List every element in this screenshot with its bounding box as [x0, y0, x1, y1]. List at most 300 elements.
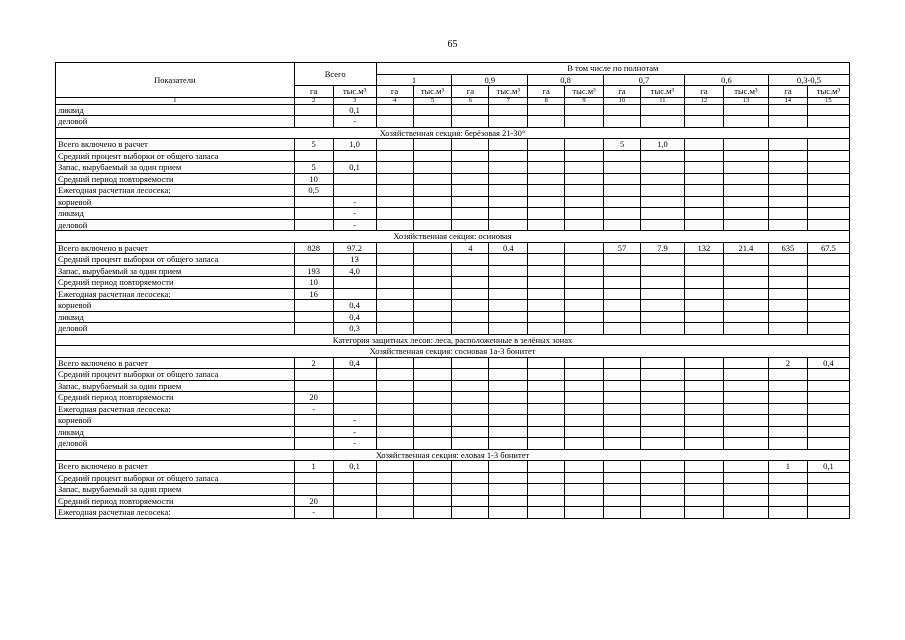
- table-cell: [413, 254, 452, 266]
- column-numbers-row: [56, 97, 850, 104]
- table-cell: [528, 426, 565, 438]
- table-cell: [640, 369, 684, 381]
- table-cell: [413, 277, 452, 289]
- row-label: Средний период повторяемости: [56, 277, 295, 289]
- table-cell: [768, 403, 807, 415]
- table-cell: [489, 484, 528, 496]
- table-row: [56, 173, 850, 185]
- table-cell: [376, 288, 413, 300]
- table-cell: [528, 104, 565, 116]
- table-cell: 828: [294, 242, 333, 254]
- header-by-density: В том числе по полнотам: [376, 63, 849, 75]
- table-cell: 10: [294, 173, 333, 185]
- table-cell: [294, 472, 333, 484]
- table-row: [56, 265, 850, 277]
- table-cell: 21.4: [723, 242, 768, 254]
- table-cell: [528, 139, 565, 151]
- table-cell: [768, 162, 807, 174]
- column-number: 6: [452, 97, 489, 104]
- table-cell: [452, 173, 489, 185]
- table-cell: [528, 461, 565, 473]
- table-cell: [528, 507, 565, 519]
- table-cell: [452, 461, 489, 473]
- table-cell: [294, 150, 333, 162]
- table-cell: [807, 104, 849, 116]
- table-cell: [333, 369, 376, 381]
- table-cell: [565, 265, 604, 277]
- table-cell: -: [333, 208, 376, 220]
- table-cell: [768, 277, 807, 289]
- table-cell: [723, 403, 768, 415]
- table-cell: [768, 426, 807, 438]
- table-cell: -: [294, 507, 333, 519]
- table-cell: [640, 300, 684, 312]
- row-label: ликвид: [56, 104, 295, 116]
- row-label: Средний процент выборки от общего запаса: [56, 254, 295, 266]
- table-cell: [413, 507, 452, 519]
- table-cell: [768, 415, 807, 427]
- table-cell: [489, 173, 528, 185]
- table-cell: [294, 484, 333, 496]
- table-row: [56, 196, 850, 208]
- table-cell: [452, 484, 489, 496]
- table-cell: [565, 277, 604, 289]
- table-cell: [294, 426, 333, 438]
- table-cell: [723, 150, 768, 162]
- table-cell: [768, 185, 807, 197]
- table-cell: [604, 461, 641, 473]
- table-row: [56, 139, 850, 151]
- table-cell: [640, 288, 684, 300]
- column-number: 1: [56, 97, 295, 104]
- table-cell: [768, 507, 807, 519]
- table-cell: [807, 162, 849, 174]
- table-cell: [489, 495, 528, 507]
- table-cell: [604, 208, 641, 220]
- table-cell: [413, 426, 452, 438]
- table-cell: 2: [768, 357, 807, 369]
- table-cell: [807, 426, 849, 438]
- row-label: Запас, вырубаемый за один прием: [56, 162, 295, 174]
- table-cell: [294, 380, 333, 392]
- table-row: [56, 369, 850, 381]
- table-cell: [528, 162, 565, 174]
- table-cell: [565, 507, 604, 519]
- table-cell: [565, 392, 604, 404]
- table-cell: [684, 369, 723, 381]
- table-cell: [684, 104, 723, 116]
- table-cell: [376, 185, 413, 197]
- table-cell: [376, 219, 413, 231]
- column-number: 15: [807, 97, 849, 104]
- section-row: [56, 346, 850, 358]
- row-label: Всего включено в расчет: [56, 139, 295, 151]
- table-cell: [413, 369, 452, 381]
- section-title: Хозяйственная секция: сосновая 1а-3 бонитет: [56, 346, 850, 358]
- table-cell: [294, 300, 333, 312]
- table-cell: [723, 254, 768, 266]
- table-cell: [376, 380, 413, 392]
- table-cell: [723, 162, 768, 174]
- table-cell: [684, 196, 723, 208]
- table-cell: [604, 277, 641, 289]
- table-cell: [768, 300, 807, 312]
- table-cell: [768, 208, 807, 220]
- table-cell: [768, 104, 807, 116]
- table-row: [56, 507, 850, 519]
- table-cell: [684, 357, 723, 369]
- table-cell: [294, 415, 333, 427]
- table-cell: 67.5: [807, 242, 849, 254]
- table-cell: [294, 323, 333, 335]
- table-row: [56, 185, 850, 197]
- table-cell: [768, 150, 807, 162]
- table-cell: [452, 392, 489, 404]
- table-cell: [489, 185, 528, 197]
- table-cell: [604, 300, 641, 312]
- table-cell: -: [294, 403, 333, 415]
- table-cell: [807, 173, 849, 185]
- table-cell: [452, 357, 489, 369]
- table-cell: [489, 438, 528, 450]
- table-cell: [640, 438, 684, 450]
- table-cell: [640, 403, 684, 415]
- table-row: [56, 495, 850, 507]
- section-title: Хозяйственная секция: берёзовая 21-30°: [56, 127, 850, 139]
- table-cell: [413, 185, 452, 197]
- column-number: 13: [723, 97, 768, 104]
- table-cell: [723, 277, 768, 289]
- table-cell: [565, 139, 604, 151]
- table-cell: [723, 357, 768, 369]
- table-cell: [489, 139, 528, 151]
- table-cell: [333, 380, 376, 392]
- unit-ha-header: га: [376, 86, 413, 98]
- column-number: 8: [528, 97, 565, 104]
- table-cell: [413, 116, 452, 128]
- table-cell: [528, 403, 565, 415]
- table-cell: [768, 472, 807, 484]
- table-cell: [333, 403, 376, 415]
- table-cell: [294, 254, 333, 266]
- table-row: [56, 426, 850, 438]
- density-group-header: 0,9: [452, 74, 528, 86]
- table-cell: [723, 116, 768, 128]
- table-cell: [640, 116, 684, 128]
- table-cell: [413, 461, 452, 473]
- table-cell: [333, 495, 376, 507]
- table-cell: [452, 208, 489, 220]
- table-cell: [768, 116, 807, 128]
- table-cell: [528, 300, 565, 312]
- table-cell: [376, 461, 413, 473]
- table-cell: [807, 288, 849, 300]
- table-cell: [640, 495, 684, 507]
- table-cell: [807, 507, 849, 519]
- table-row: [56, 219, 850, 231]
- table-cell: [807, 415, 849, 427]
- table-cell: [807, 472, 849, 484]
- table-cell: [376, 403, 413, 415]
- table-cell: [768, 392, 807, 404]
- table-cell: [604, 357, 641, 369]
- table-cell: [807, 219, 849, 231]
- table-cell: 0,4: [333, 357, 376, 369]
- row-label: Средний период повторяемости: [56, 173, 295, 185]
- table-row: [56, 208, 850, 220]
- table-cell: [604, 507, 641, 519]
- table-cell: [604, 265, 641, 277]
- table-row: [56, 288, 850, 300]
- table-cell: 13: [333, 254, 376, 266]
- table-cell: [807, 277, 849, 289]
- table-cell: [640, 185, 684, 197]
- table-cell: [413, 311, 452, 323]
- column-number: 14: [768, 97, 807, 104]
- column-number: 9: [565, 97, 604, 104]
- table-cell: [413, 219, 452, 231]
- table-cell: 132: [684, 242, 723, 254]
- section-title: Хозяйственная секция: еловая 1-3 бонитет: [56, 449, 850, 461]
- table-cell: 5: [294, 162, 333, 174]
- table-cell: [413, 104, 452, 116]
- table-cell: [723, 369, 768, 381]
- table-cell: [376, 277, 413, 289]
- density-group-header: 0,3-0,5: [768, 74, 849, 86]
- table-cell: [723, 300, 768, 312]
- table-cell: [807, 403, 849, 415]
- unit-volume-header: тыс.м³: [413, 86, 452, 98]
- table-cell: [604, 415, 641, 427]
- table-cell: [604, 495, 641, 507]
- table-cell: [489, 507, 528, 519]
- table-cell: [807, 380, 849, 392]
- column-number: 10: [604, 97, 641, 104]
- table-cell: [565, 426, 604, 438]
- table-cell: [723, 484, 768, 496]
- table-cell: [684, 472, 723, 484]
- table-cell: [528, 185, 565, 197]
- table-cell: [376, 116, 413, 128]
- row-label: Всего включено в расчет: [56, 357, 295, 369]
- table-cell: [807, 392, 849, 404]
- table-cell: [604, 219, 641, 231]
- table-cell: [489, 357, 528, 369]
- table-cell: [640, 415, 684, 427]
- row-label: Средний период повторяемости: [56, 495, 295, 507]
- table-cell: [640, 507, 684, 519]
- table-cell: [528, 380, 565, 392]
- table-cell: [604, 392, 641, 404]
- table-row: [56, 415, 850, 427]
- table-row: [56, 300, 850, 312]
- table-cell: [723, 139, 768, 151]
- table-cell: 20: [294, 392, 333, 404]
- table-cell: [768, 323, 807, 335]
- row-label: ликвид: [56, 426, 295, 438]
- table-cell: [565, 185, 604, 197]
- table-cell: [413, 288, 452, 300]
- table-row: [56, 242, 850, 254]
- density-group-header: 0,7: [604, 74, 685, 86]
- table-cell: [723, 380, 768, 392]
- table-cell: [807, 323, 849, 335]
- table-cell: 10: [294, 277, 333, 289]
- column-number: 5: [413, 97, 452, 104]
- table-cell: [376, 392, 413, 404]
- row-label: Средний процент выборки от общего запаса: [56, 369, 295, 381]
- table-cell: [640, 380, 684, 392]
- table-cell: 0.4: [489, 242, 528, 254]
- table-cell: [604, 369, 641, 381]
- column-number: 7: [489, 97, 528, 104]
- table-cell: [768, 139, 807, 151]
- unit-ha-header: га: [452, 86, 489, 98]
- table-cell: [528, 219, 565, 231]
- table-cell: [565, 288, 604, 300]
- table-cell: [489, 369, 528, 381]
- table-cell: [333, 507, 376, 519]
- table-cell: [684, 173, 723, 185]
- table-cell: [413, 300, 452, 312]
- table-cell: [723, 265, 768, 277]
- table-cell: [684, 403, 723, 415]
- table-cell: [565, 323, 604, 335]
- table-cell: [604, 173, 641, 185]
- table-cell: 1: [294, 461, 333, 473]
- table-row: [56, 438, 850, 450]
- table-cell: [528, 438, 565, 450]
- table-cell: [565, 219, 604, 231]
- table-cell: [604, 472, 641, 484]
- table-cell: [376, 426, 413, 438]
- table-cell: [452, 426, 489, 438]
- table-cell: [413, 242, 452, 254]
- row-label: Запас, вырубаемый за один прием: [56, 380, 295, 392]
- table-cell: [489, 461, 528, 473]
- table-cell: [604, 438, 641, 450]
- table-cell: -: [333, 196, 376, 208]
- table-cell: [376, 265, 413, 277]
- table-cell: [413, 495, 452, 507]
- table-cell: [565, 104, 604, 116]
- table-cell: [565, 173, 604, 185]
- table-cell: 5: [294, 139, 333, 151]
- table-cell: [294, 438, 333, 450]
- table-cell: [376, 162, 413, 174]
- table-cell: [723, 472, 768, 484]
- table-cell: 4: [452, 242, 489, 254]
- row-label: корневой: [56, 196, 295, 208]
- table-cell: [565, 196, 604, 208]
- table-cell: 0,4: [333, 300, 376, 312]
- table-row: [56, 357, 850, 369]
- unit-volume-header: тыс.м³: [640, 86, 684, 98]
- table-cell: [413, 323, 452, 335]
- table-row: [56, 104, 850, 116]
- table-cell: [452, 369, 489, 381]
- table-cell: [376, 173, 413, 185]
- table-cell: [376, 139, 413, 151]
- table-cell: [413, 392, 452, 404]
- table-cell: [723, 288, 768, 300]
- table-cell: [684, 484, 723, 496]
- table-cell: [604, 288, 641, 300]
- row-label: корневой: [56, 300, 295, 312]
- table-cell: [565, 438, 604, 450]
- table-cell: [723, 507, 768, 519]
- table-cell: [684, 277, 723, 289]
- table-cell: [723, 415, 768, 427]
- table-cell: [528, 277, 565, 289]
- table-row: [56, 162, 850, 174]
- table-cell: [528, 484, 565, 496]
- table-cell: [333, 484, 376, 496]
- table-cell: [807, 484, 849, 496]
- table-cell: [768, 438, 807, 450]
- table-cell: [452, 507, 489, 519]
- density-group-header: 1: [376, 74, 452, 86]
- section-row: [56, 449, 850, 461]
- table-cell: [452, 219, 489, 231]
- table-cell: [768, 254, 807, 266]
- table-cell: [528, 254, 565, 266]
- table-cell: [604, 162, 641, 174]
- row-label: Средний процент выборки от общего запаса: [56, 472, 295, 484]
- table-cell: [413, 196, 452, 208]
- table-cell: [565, 357, 604, 369]
- table-cell: [413, 472, 452, 484]
- table-cell: [807, 185, 849, 197]
- table-cell: [413, 265, 452, 277]
- table-cell: [640, 150, 684, 162]
- table-cell: [413, 208, 452, 220]
- table-cell: [528, 392, 565, 404]
- table-cell: [723, 323, 768, 335]
- column-number: 11: [640, 97, 684, 104]
- table-cell: [376, 323, 413, 335]
- table-cell: [528, 415, 565, 427]
- table-cell: [413, 357, 452, 369]
- table-cell: [413, 139, 452, 151]
- density-group-header: 0,6: [684, 74, 768, 86]
- row-label: деловой: [56, 323, 295, 335]
- unit-volume-header: тыс.м³: [565, 86, 604, 98]
- table-cell: [376, 104, 413, 116]
- table-cell: [376, 415, 413, 427]
- table-cell: [604, 254, 641, 266]
- table-cell: 0,1: [333, 461, 376, 473]
- table-cell: [452, 116, 489, 128]
- table-cell: 1,0: [333, 139, 376, 151]
- table-cell: [565, 116, 604, 128]
- table-cell: [684, 162, 723, 174]
- table-cell: [528, 242, 565, 254]
- section-title: Хозяйственная секция: осиновая: [56, 231, 850, 243]
- row-label: Запас, вырубаемый за один прием: [56, 484, 295, 496]
- table-cell: [489, 392, 528, 404]
- table-cell: 7.9: [640, 242, 684, 254]
- column-number: 2: [294, 97, 333, 104]
- table-cell: [489, 254, 528, 266]
- table-cell: [528, 369, 565, 381]
- table-cell: [452, 323, 489, 335]
- row-label: Средний период повторяемости: [56, 392, 295, 404]
- table-cell: [807, 311, 849, 323]
- table-cell: [604, 380, 641, 392]
- table-cell: [489, 311, 528, 323]
- table-cell: [528, 208, 565, 220]
